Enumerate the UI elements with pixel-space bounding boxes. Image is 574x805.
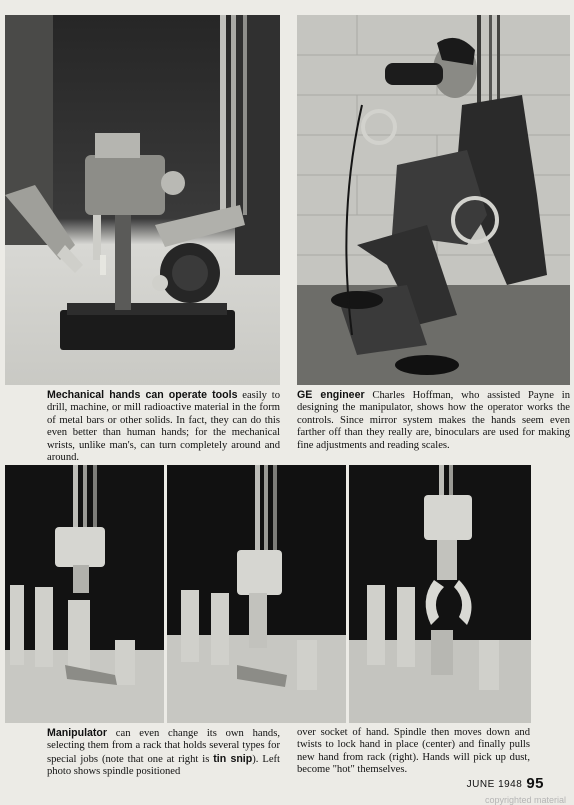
copyright-watermark: copyrighted material: [484, 795, 566, 805]
caption-body-end: ). Left photo shows spindle positioned: [47, 753, 280, 778]
issue-date: JUNE 1948: [466, 779, 523, 790]
caption-body: over socket of hand. Spindle then moves down and twists to lock hand in place (center) and finally pulls new hand from rack (right). Hands will pick up dust, become "hot" themselves.: [297, 727, 530, 776]
caption-emphasis: tin snip: [213, 752, 253, 765]
manipulator-caption-continued: [297, 727, 530, 777]
caption-lead: GE engineer: [297, 389, 365, 401]
drill-press-photo: [5, 15, 280, 385]
new-hand-pulled-photo: [349, 465, 531, 723]
caption-body: Charles Hoffman, who assisted Payne in designing the manipulator, shows how the operator works the controls. Since mirror system makes the hands seem even farther off than they really are, binoculars are used for making fine adjustments and reading scales.: [297, 390, 570, 451]
caption-body: easily to drill, machine, or mill radioactive material in the form of metal bars or other solids. In fact, they can do this even better than human hands; for the mechanical wrists, unlike man's, can turn completely around and around.: [47, 390, 280, 464]
spindle-locking-photo: [167, 465, 346, 723]
caption-lead: Mechanical hands can operate tools: [47, 389, 238, 401]
drill-press-caption: [47, 389, 280, 464]
page-number: 95: [526, 775, 544, 792]
page-footer: [467, 775, 544, 792]
manipulator-caption: [47, 727, 280, 779]
caption-lead: Manipulator: [47, 727, 108, 739]
engineer-caption: [297, 389, 570, 452]
engineer-binoculars-photo: [297, 15, 570, 385]
caption-body: can even change its own hands, selecting them from a rack that holds several types for special jobs (note that one at right is: [47, 728, 280, 765]
spindle-positioned-photo: [5, 465, 164, 723]
